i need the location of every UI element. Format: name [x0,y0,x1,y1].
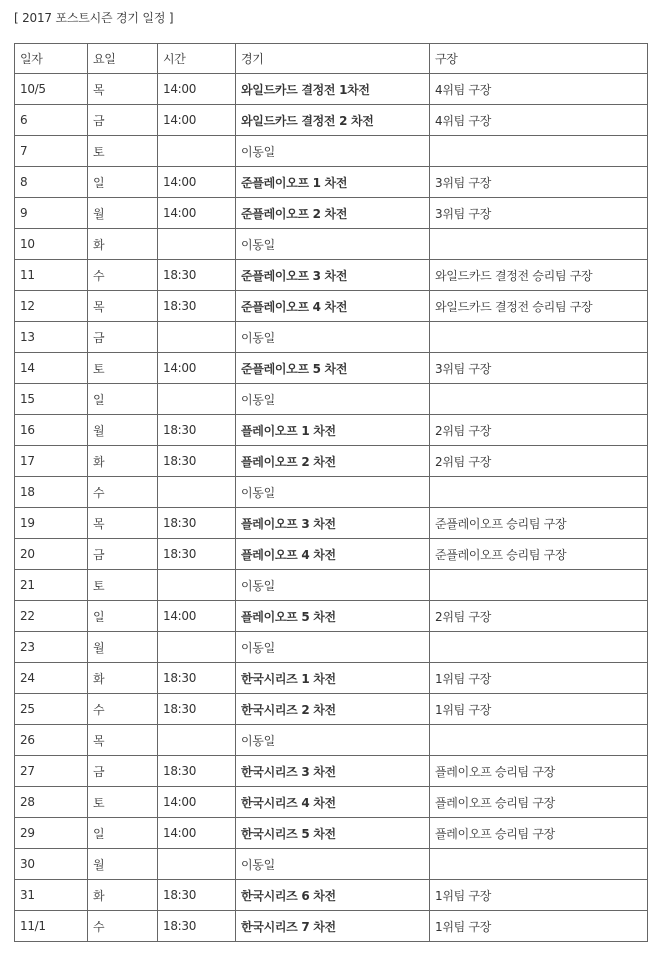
cell-game: 준플레이오프 4 차전 [236,291,430,322]
cell-day: 토 [88,353,158,384]
cell-time: 14:00 [158,198,236,229]
header-date: 일자 [15,44,88,74]
cell-time: 14:00 [158,818,236,849]
cell-date: 28 [15,787,88,818]
cell-game: 한국시리즈 5 차전 [236,818,430,849]
cell-day: 목 [88,508,158,539]
table-row [15,787,648,818]
cell-date: 13 [15,322,88,353]
cell-day: 목 [88,725,158,756]
cell-time: 14:00 [158,601,236,632]
cell-date: 27 [15,756,88,787]
cell-game: 플레이오프 2 차전 [236,446,430,477]
cell-time: 18:30 [158,415,236,446]
table-row [15,880,648,911]
cell-game: 플레이오프 3 차전 [236,508,430,539]
cell-day: 금 [88,756,158,787]
cell-game: 한국시리즈 3 차전 [236,756,430,787]
cell-venue: 3위팀 구장 [430,198,648,229]
cell-venue [430,570,648,601]
cell-game: 준플레이오프 3 차전 [236,260,430,291]
cell-day: 일 [88,167,158,198]
cell-day: 금 [88,539,158,570]
cell-day: 화 [88,229,158,260]
cell-time [158,849,236,880]
table-row [15,570,648,601]
cell-date: 8 [15,167,88,198]
schedule-body [15,74,648,942]
cell-game: 이동일 [236,849,430,880]
cell-day: 목 [88,291,158,322]
cell-date: 14 [15,353,88,384]
cell-game: 이동일 [236,384,430,415]
cell-venue: 와일드카드 결정전 승리팀 구장 [430,260,648,291]
cell-time: 18:30 [158,260,236,291]
cell-date: 17 [15,446,88,477]
cell-date: 15 [15,384,88,415]
header-venue: 구장 [430,44,648,74]
cell-time: 18:30 [158,508,236,539]
cell-game: 플레이오프 1 차전 [236,415,430,446]
cell-venue [430,136,648,167]
cell-venue: 1위팀 구장 [430,911,648,942]
cell-date: 7 [15,136,88,167]
cell-date: 29 [15,818,88,849]
cell-date: 24 [15,663,88,694]
cell-game: 플레이오프 5 차전 [236,601,430,632]
cell-date: 30 [15,849,88,880]
cell-date: 22 [15,601,88,632]
cell-time: 14:00 [158,74,236,105]
cell-date: 25 [15,694,88,725]
table-row [15,291,648,322]
cell-date: 20 [15,539,88,570]
cell-date: 21 [15,570,88,601]
cell-game: 준플레이오프 2 차전 [236,198,430,229]
cell-day: 토 [88,570,158,601]
cell-time: 18:30 [158,539,236,570]
cell-venue [430,322,648,353]
cell-venue [430,725,648,756]
cell-venue: 1위팀 구장 [430,880,648,911]
table-row [15,508,648,539]
cell-venue: 4위팀 구장 [430,105,648,136]
cell-time [158,477,236,508]
cell-venue [430,229,648,260]
cell-venue [430,477,648,508]
cell-day: 일 [88,818,158,849]
cell-day: 월 [88,415,158,446]
cell-venue: 플레이오프 승리팀 구장 [430,818,648,849]
cell-date: 19 [15,508,88,539]
header-time: 시간 [158,44,236,74]
cell-day: 금 [88,322,158,353]
table-row [15,694,648,725]
cell-venue: 3위팀 구장 [430,353,648,384]
cell-venue: 1위팀 구장 [430,694,648,725]
table-row [15,260,648,291]
cell-time: 14:00 [158,353,236,384]
cell-date: 12 [15,291,88,322]
cell-game: 플레이오프 4 차전 [236,539,430,570]
cell-game: 와일드카드 결정전 1차전 [236,74,430,105]
cell-day: 화 [88,880,158,911]
cell-game: 이동일 [236,322,430,353]
cell-game: 이동일 [236,570,430,601]
table-row [15,539,648,570]
cell-day: 토 [88,787,158,818]
cell-venue: 준플레이오프 승리팀 구장 [430,508,648,539]
cell-day: 금 [88,105,158,136]
header-day: 요일 [88,44,158,74]
table-row [15,477,648,508]
cell-date: 11 [15,260,88,291]
table-row [15,632,648,663]
cell-venue [430,384,648,415]
table-row [15,849,648,880]
table-row [15,663,648,694]
table-row [15,198,648,229]
cell-date: 18 [15,477,88,508]
table-row [15,601,648,632]
cell-time [158,384,236,415]
table-row [15,415,648,446]
cell-day: 월 [88,198,158,229]
cell-date: 10 [15,229,88,260]
table-row [15,756,648,787]
cell-game: 이동일 [236,632,430,663]
cell-day: 수 [88,911,158,942]
cell-date: 23 [15,632,88,663]
cell-game: 이동일 [236,136,430,167]
cell-game: 와일드카드 결정전 2 차전 [236,105,430,136]
cell-game: 이동일 [236,477,430,508]
table-row [15,725,648,756]
cell-venue: 플레이오프 승리팀 구장 [430,756,648,787]
cell-date: 31 [15,880,88,911]
cell-day: 월 [88,849,158,880]
cell-time: 14:00 [158,167,236,198]
cell-day: 화 [88,446,158,477]
cell-day: 수 [88,260,158,291]
table-row [15,446,648,477]
cell-time: 18:30 [158,880,236,911]
cell-time: 18:30 [158,694,236,725]
cell-time [158,229,236,260]
table-row [15,74,648,105]
cell-date: 10/5 [15,74,88,105]
cell-time [158,322,236,353]
cell-date: 11/1 [15,911,88,942]
cell-game: 이동일 [236,725,430,756]
table-row [15,353,648,384]
cell-time: 18:30 [158,756,236,787]
cell-time [158,632,236,663]
table-header-row [15,44,648,74]
table-row [15,167,648,198]
cell-time: 18:30 [158,446,236,477]
cell-game: 이동일 [236,229,430,260]
cell-game: 한국시리즈 4 차전 [236,787,430,818]
cell-time: 18:30 [158,911,236,942]
cell-date: 16 [15,415,88,446]
cell-time: 18:30 [158,291,236,322]
cell-venue: 와일드카드 결정전 승리팀 구장 [430,291,648,322]
cell-venue: 2위팀 구장 [430,601,648,632]
cell-day: 화 [88,663,158,694]
cell-date: 9 [15,198,88,229]
cell-venue: 2위팀 구장 [430,446,648,477]
cell-venue: 2위팀 구장 [430,415,648,446]
table-row [15,105,648,136]
cell-game: 준플레이오프 1 차전 [236,167,430,198]
cell-day: 수 [88,477,158,508]
cell-venue: 준플레이오프 승리팀 구장 [430,539,648,570]
cell-day: 목 [88,74,158,105]
cell-day: 수 [88,694,158,725]
cell-game: 한국시리즈 2 차전 [236,694,430,725]
cell-time [158,725,236,756]
cell-day: 토 [88,136,158,167]
cell-venue: 플레이오프 승리팀 구장 [430,787,648,818]
cell-day: 일 [88,601,158,632]
cell-game: 한국시리즈 6 차전 [236,880,430,911]
table-row [15,911,648,942]
cell-time: 14:00 [158,787,236,818]
cell-date: 26 [15,725,88,756]
table-row [15,818,648,849]
schedule-caption: [ 2017 포스트시즌 경기 일정 ] [14,11,174,25]
cell-venue: 4위팀 구장 [430,74,648,105]
cell-game: 준플레이오프 5 차전 [236,353,430,384]
header-game: 경기 [236,44,430,74]
table-row [15,136,648,167]
cell-game: 한국시리즈 1 차전 [236,663,430,694]
cell-venue [430,632,648,663]
cell-venue: 1위팀 구장 [430,663,648,694]
table-row [15,384,648,415]
table-row [15,322,648,353]
cell-time: 18:30 [158,663,236,694]
cell-time: 14:00 [158,105,236,136]
table-row [15,229,648,260]
postseason-schedule-table [14,43,648,942]
cell-venue: 3위팀 구장 [430,167,648,198]
cell-venue [430,849,648,880]
cell-time [158,570,236,601]
cell-game: 한국시리즈 7 차전 [236,911,430,942]
cell-time [158,136,236,167]
cell-day: 월 [88,632,158,663]
cell-date: 6 [15,105,88,136]
cell-day: 일 [88,384,158,415]
